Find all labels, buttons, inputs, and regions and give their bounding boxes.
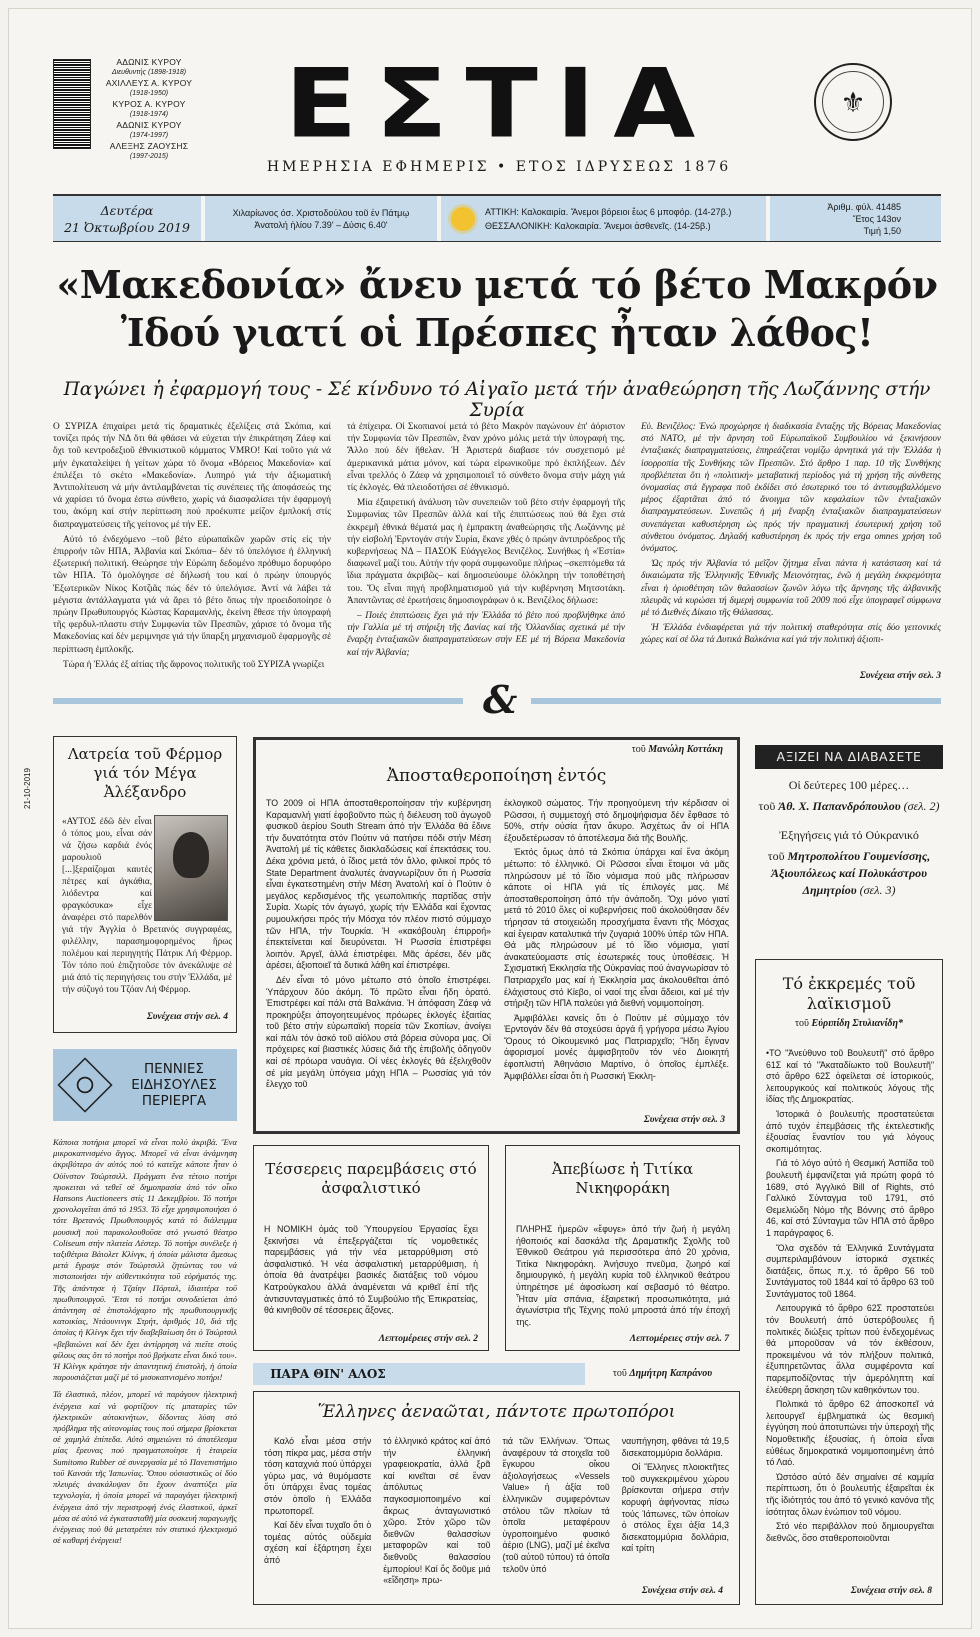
obituary-text: ΠΛΗΡΗΣ ἡμερῶν «ἔφυγε» ἀπό τήν ζωή ἡ μεγάλη ἠθοποιός καί δασκάλα τῆς Δραματικῆς Σχολῆς τοῦ Ἐθνικοῦ Θεάτρου γιά περισσότερα ἀπό 20 χρόνια, Τιτίκα Νικηφοράκη. Ἀνήσυχο πνεῦμα, ζωηρό καί δημιουργικό, ἡ μεγάλη κυρία τοῦ ἑλληνικοῦ θεάτρου ὑπηρέτησε μέ ἀφοσίωση καί σεβασμό τό θέατρο. Ἦταν μία σπάνια, ἐξαιρετική προσωπικότητα, μιά ἀγωνίστρια τῆς Τέχνης πολύ μπροστά ἀπό τήν ἐποχή της. xyxy=(516,1224,730,1327)
paragraph: Τώρα ἡ Ἑλλάς ἐξ αἰτίας τῆς ἄφρονος πολιτικῆς τοῦ ΣΥΡΙΖΑ γνωρίζει xyxy=(63,659,325,670)
newspaper-logo: ΕΣΤΙΑ xyxy=(284,48,714,159)
insurance-continuation[interactable]: Λεπτομέρειες στήν σελ. 2 xyxy=(378,1334,478,1344)
sunrise-sunset: Ἀνατολή ἡλίου 7.39' – Δύσις 6.40' xyxy=(254,219,388,230)
paragraph: Ἡ Ἑλλάδα ἐνδιαφέρεται γιά τήν πολιτική σταθερότητα στίς δύο γειτονικές χώρες καί σέ ὅλα τά Δυτικά Βαλκάνια καί γιά τήν πολιτική ἀξιοπι- xyxy=(641,623,941,646)
newspaper-page xyxy=(8,8,972,1629)
shipowners-title: Ἕλληνες ἀεναῶται, πάντοτε πρωτοπόροι xyxy=(317,1402,676,1422)
pennies-text xyxy=(53,1137,237,1607)
lead-column-1 xyxy=(53,421,331,683)
shipowners-column-4 xyxy=(622,1436,729,1580)
paragraph: ἐκλογικοῦ σώματος. Τήν προηγούμενη τήν κέρδισαν οἱ Ρῶσσοι, ἡ συμμετοχή στό δημοψήφισμα δέν ἔφθασε τό 50%, στήν οὐσία ἦταν ἄκυρο. Ἀσχέτως ἄν οἱ ΗΠΑ ἐξουδετέρωσαν τό ἀποτέλεσμα διά τῆς Βουλῆς. xyxy=(504,798,729,843)
paragraph: Ἐκτός ὅμως ἀπό τά Σκόπια ὑπάρχει καί ἕνα ἀκόμη μέτωπο: τό ἑλληνικό. Οἱ Ρῶσσοι εἶναι ἕτοιμοι νά μᾶς πληρώσουν μέ τό ἴδιο νόμισμα πού μᾶς πλήρωσαν κάποτε οἱ ΗΠΑ γιά τίς ἐπιλογές μας. Μέ ἀποσταθεροποίηση ἀπό τήν ἀνάποδη. Ὄχι μόνο γιατί μετά τό 2010 ὅλες οἱ κυβερνήσεις ποῦ ἀκολούθησαν δέν τήρησαν τά στοιχειώδη προσχήματα ἔναντι τῆς Μόσχας καί ἔγειραν καταλυτικά τήν ζυγαριά 100% ὑπέρ τῶν ΗΠΑ. Θά μᾶς πληρώσουν μέ τό ἴδιο νόμισμα, γιατί ἀνακατεύομαστε στίς ἐσωτερικές τους ὑποθέσεις. Ἡ Σχισματική Ἐκκλησία τῆς Οὐκρανίας πού ἀναγνωρίσαν τό Πατριαρχεῖο μας καί ἡ Ἐκκλησία μας ἀκολουθεῖται ἀπό ἐλάχιστους στό Κίεβο, οἱ ναοί της εἶναι ἄδειοι, καί μέ τήν στήριξη τῶν ΗΠΑ παλεύει γιά διεθνή νομιμοποίηση. xyxy=(504,847,729,1009)
paragraph: Οἱ Ἕλληνες πλοιοκτῆτες τοῦ συγκεκριμένου χώρου βρίσκονται σήμερα στήν κορυφή ἀφήνοντας πίσω τούς Ἰάπωνες, τῶν ὁποίων ὁ στόλος ἔχει ἀξία 14,3 δισεκατομμύρια δολλάρια, καί τρίτη xyxy=(621,1462,729,1554)
ornament-icon xyxy=(57,1057,112,1112)
pennies-banner xyxy=(53,1049,237,1121)
day: Δευτέρα xyxy=(100,202,154,218)
founder-name: ΚΥΡΟΣ Α. ΚΥΡΟΥ xyxy=(112,99,186,109)
populism-box xyxy=(755,959,943,1605)
sun-icon xyxy=(451,207,475,231)
populism-continuation[interactable]: Συνέχεια στήν σελ. 8 xyxy=(850,1586,932,1596)
paragraph: Πολιτικά τό ἄρθρο 62 ἀποσκοπεῖ νά λειτουργεῖ ἐμβληματικά ὡς θεσμική ἐγγύηση πού ἀποτυπώνει τήν ὑπεροχή τῆς Νομοθετικῆς ἐξουσίας, ἡ ὁποία εἶναι εὐθέως δημοκρατικά νομιμοποιημένη ἀπό τό Λαό. xyxy=(766,1399,934,1468)
price: Τιμή 1,50 xyxy=(863,225,901,236)
populism-text xyxy=(766,1048,934,1576)
paragraph: Δέν εἶναι τό μόνο μέτωπο στό ὁποῖο ἐπιστρέφει. Ὑπάρχουν δύο ἀκόμη. Τό πρῶτο εἶναι ἤδη ὁρατό. Ἐπιστρέφει καί πάλι στά Βαλκάνια. Ἡ ἀπόφαση Ζάεφ νά προκηρύξει ἀπογοητευμένος πρόωρες ἐκλογές ἐξαιτίας τοῦ βέτο στήν εὐρωπαϊκή πορεία τῶν Σκοπίων, ἀνοίγει καί πάλι τόν ἀσκό τοῦ αἰόλου στά βόρεια σύνορα μας. Οἱ πρόχειρες καί βιαστικές λύσεις διά τῆς ἐπιβολῆς ὁδηγοῦν καί σέ πρόωρα ναυάγια. Οἱ νέες ἐκλογές θά ἐξελιχθοῦν σέ μία μεγάλη ὑπόγεια μάχη ΗΠΑ – Ρωσσίας γιά τόν ἔλεγχο τοῦ xyxy=(266,974,491,1090)
headline-line2: Ἰδού γιατί οἱ Πρέσπες ἦταν λάθος! xyxy=(120,310,874,355)
decentral-column-1 xyxy=(266,798,491,1128)
seal-icon: ⚜ xyxy=(814,63,892,141)
paragraph: Ὡστόσο αὐτό δέν σημαίνει σέ καμμία περίπτωση, ὅτι ὁ βουλευτής ἐξαιρεῖται ἐκ τῆς ἰδιότητός του ἀπό τό γενικό κανόνα τῆς ἰσότητας ὅλων ἐνώπιον τοῦ νόμου. xyxy=(766,1471,934,1517)
main-headline xyxy=(53,261,941,357)
info-bar xyxy=(53,194,941,242)
issue-cell xyxy=(770,196,941,241)
paragraph: ΤΟ 2009 οἱ ΗΠΑ ἀποσταθεροποίησαν τήν κυβέρνηση Καραμανλή γιατί ἐφοβοῦντο πώς ἡ διέλευση τοῦ ἀγωγοῦ φυσικοῦ ἀερίου South Stream ἀπό τήν Ἑλλάδα θά ἔδινε τήν δυνατότητα στόν Πούτιν νά πατήσει πόδι στήν Μέση Ἀνατολή μέ τίς κάθετες διακλαδώσεις καί ἐπεκτάσεις του. Δέκα χρόνια μετά, ὁ ἴδιος μετά τόν ἄλλο, φιλικοί πρός τό State Department ἀναλυτές ἀναγνωρίζουν ὅτι ἡ Ρωσσία εἶναι ἐγκατεστημένη στήν Μέση Ἀνατολή καί ὁ Πούτιν ὁ μεγάλος κερδισμένος τῆς γεωπολιτικής παρτίδας στήν Συρία. Χωρίς τόν ἀγωγό, χωρίς τήν Ἑλλάδα καί ἔχοντας ρυμουλκήσει πρός τήν Μόσχα τόν πλέον πιστό σύμμαχο τῶν ΗΠΑ, τήν Τουρκία. Ἡ «κακόβουλη ἐπιρροή» ἐπεκτείνεται καί διευρύνεται. Ἡ Ρωσσία ἐπιστρέφει λοιπόν. Ἀργεῖ, ἀλλά ἐπιστρέφει. Μᾶς ἀρέσει, δέν μᾶς ἀρέσει, ἀξιοποιεῖ τά δυτικά λάθη καί ἐπιστρέφει. xyxy=(266,798,491,971)
column-author: τοῦ Δημήτρη Καπράνου xyxy=(585,1363,740,1385)
founder-name: ΑΛΕΞΗΣ ΖΑΟΥΣΗΣ xyxy=(109,141,189,151)
decentral-author: τοῦ Μανώλη Κοττάκη xyxy=(631,744,723,755)
address: Χιλαρίωνος όσ. Χριστοδούλου τοῦ ἐν Πάτμῳ xyxy=(232,207,410,218)
decentral-box xyxy=(253,737,740,1134)
vertical-date: 21-10-2019 xyxy=(23,768,32,809)
fermor-text: «ΑΥΤΟΣ ἐδῶ δέν εἶναι ὁ τόπος μου, εἶναι σάν νά ζήσω καρδιά ἐνός μαρουλιοῦ [...]ξεραίζομαι καυτές πέτρες καί ἀγκάθια, λιόδεντρα καί φραγκόσυκα» εἶχε ἀναφέρει στό παρελθόν γιά τήν Ἀγγλία ὁ Βρετανός συγγραφέας, φιλέλλην, παρασημοφορημένος ἥρως πολέμου καί περιηγητής Πάτρικ Λή Φέρμορ. Τόν τόπο πού ἐπιζητοῦσε τόν ἀνεκάλυψε σέ μιά ἀπό τίς περιηγήσεις του στήν Ἑλλάδα, μέ τήν σύζυγό του Τζόαν Λή Φέρμορ. xyxy=(62,816,232,994)
shipowners-columns xyxy=(264,1436,729,1586)
lead-continuation[interactable]: Συνέχεια στήν σελ. 3 xyxy=(859,671,941,681)
headline-subtitle: Παγώνει ἡ ἐφαρμογή τους - Σέ κίνδυνο τό Αἰγαῖο μετά τήν ἀναθεώρηση τῆς Λωζάννης στήν Συρία xyxy=(63,379,931,421)
decentral-column-2 xyxy=(504,798,729,1116)
paragraph: Ὅλα σχεδόν τά Ἑλληνικά Συντάγματα συμπεριλαμβάνουν ἱστορικά σχετικές διατάξεις, ὅπως π.χ. τό ἄρθρο 56 τοῦ Συντάγματος τοῦ 1844 καί τό ἄρθρο 63 τοῦ Συντάγματος τοῦ 1864. xyxy=(766,1242,934,1299)
paragraph: τά ἐπίχειρα. Οἱ Σκοπιανοί μετά τό βέτο Μακρόν παγώνουν ἐπ' ἀόριστον τήν Συμφωνία τῶν Πρεσπῶν, ἕναν χρόνο μόλις μετά τήν ὑπογραφή της. Ἄλλο πού δέν ἤθελαν. Ἡ Ἀριστερά διαβασε τόν συσχετισμό μέ ἀμερικανικά μάτια μόνον, καί τώρα εἰρωνικοῦμε πρό ἐκπλήξεων. Δέν εἶναι τρελλός ὁ Ζάεφ νά χρησιμοποιεῖ τό σύνθετο ὄνομα στήν μάχη γιά τίς ἐκλογές. Θά πλειοδοτήσει σέ ἐθνικισμό. xyxy=(347,422,625,494)
paragraph: Καί δέν εἶναι τυχαῖο ὅτι ὁ τομέας αὐτός οὐδεμία σχέση καί ἐξάρτηση ἔχει ἀπό xyxy=(264,1520,372,1565)
paragraph: Ὡς πρός τήν Ἀλβανία τό μεῖζον ζήτημα εἶναι πάντα ἡ κατάσταση καί τά δικαιώματα τῆς Ἑλληνικῆς Ἐθνικῆς Μειονότητας, ἐνῶ ἡ μεγάλη ἐκκρεμότητα εἶναι ἡ ὀριοθέτηση τῶν θαλασσίων ζωνῶν λόγω τῆς ἄρνησης τῆς ἀλβανικῆς πλευρᾶς νά κυρώσει τή διμερή συμφωνία τοῦ 2009 πού εἶχε ὑπογραφεῖ σύμφωνα μέ τό Διεθνές Δίκαιο τῆς Θάλασσας. xyxy=(641,559,941,619)
fermor-continuation[interactable]: Συνέχεια στήν σελ. 4 xyxy=(146,1012,228,1022)
worth-item-2-title[interactable]: Ἐξηγήσεις γιά τό Οὐκρανικό xyxy=(779,828,919,842)
shipowners-column-2 xyxy=(383,1436,491,1586)
founder-years: Διευθυντής (1898-1918) xyxy=(111,68,187,76)
pennies-item: Τά ἐλαστικά, πλέον, μπορεῖ νά παράγουν ἠλεκτρική ἐνέργεια καί νά φορτίζουν τίς μπαταρίες τῶν ἠλεκτρικῶν αὐτοκινήτων, δίδοντας λύση στό πρόβλημα τῆς αὐτονομίας τους πού σήμερα βρίσκεται σέ χαμηλά ἐπίπεδα. Αὐτό σημειώνει τό ἀποτέλεσμα μίας ἔρευνας πού πραγματοποίησε ἡ ἑταιρεία Sumitomo Rubber σέ συνεργασία μέ τό Πανεπιστήμιο τοῦ Κανσάι τῆς Ἰαπωνίας. Ὅπου οὐσιαστικῶς οἱ δύο πλευρές ἀνακάλυψαν ὅτι ἔχουν ἀναπτύξει μία τεχνολογία, ἡ ὁποία μπορεῖ νά παραγάγει ἠλεκτρική ἐνέργεια ἀπό τήν περιστροφή ἐνός ἐλαστικοῦ, ἀρκεῖ μέσα σέ αὐτό νά ἐγκατασταθῆ μία συσκευή παραγωγῆς ἐνέργειας πού θά μετατρέπει τόν στατικό ἠλεκτρισμό σέ καθαρή ἐνέργεια! xyxy=(53,1389,237,1546)
ampersand-divider xyxy=(53,677,941,722)
shipowners-column-1 xyxy=(264,1436,371,1580)
paragraph: Λειτουργικά τό ἄρθρο 62Σ προστατεύει τόν Βουλευτή ἀπό ὑστερόβουλες ἤ πολιτικές διώξεις τρίτων πού ἐνδεχομένως θά μποροῦσαν νά τόν ἐκθέσουν, προκειμένου νά τόν πλήξουν πολιτικά, ἐξυπηρετῶντας ἄλλα συμφέροντα καί παρεμποδίζοντας τήν ἀμερόληπτη καί ἐλεύθερη ἄσκηση τῶν καθηκόντων του. xyxy=(766,1303,934,1395)
greek-shipowners-box xyxy=(253,1391,740,1605)
fermor-title: Λατρεία τοῦ Φέρμορ γιά τόν Μέγα Ἀλέξανδρο xyxy=(67,745,223,801)
founder-years: (1997-2015) xyxy=(129,152,169,160)
insurance-title: Τέσσερεις παρεμβάσεις στό ἀσφαλιστικό xyxy=(265,1160,477,1197)
paragraph: Στό νέο περιβάλλον πού δημιουργεῖται διεθνῶς, ὅσο σταθεροποιοῦνται xyxy=(766,1521,934,1543)
pennies-item: Κάποια ποτήρια μπορεῖ νά εἶναι πολύ ἀκριβά. Ἕνα μικροκαπνισμένο ἄγγος. Μπορεῖ νά εἶναι ἀνάμνηση ἀκριβότερο ἀν αὐτός πού τό κατεῖχε κάποτε ἦταν ὁ Οὐίνστον Τσώρτσιλλ. Πράγματι ἕνα τέτοιο ποτήρι προκειται νά τεθεῖ σέ δημοπρασία ἀπό τόν οἶκο Hansons Auctioneers στίς 11 Δεκεμβρίου. Τό ποτήρι χρονολογεῖται ἀπό τό 1953. Τό εἶχε χρησιμοποιήσει ὁ τότε Βρετανός Πρωθυπουργός κατά τό διάλειμμα μουσικῆ πού παρακολουθοῦσε στό γνωστό θέατρο Coliseum στήν πλατεία Λέστερ. Τό ποτήρι συνέλεξε ἡ ταξιθέτρια Βάιολετ Κλίνγκ, ἡ ὁποία μάλιστα ἄμεσως μετά ἔγραψε στόν Τσώρτσιλλ ζητώντας του νά πιστοποιήσει τήν αὐθεντικότητα τοῦ εὐρήματός της. Τῆς ἀπάντησε ἡ Τζαίην Πόρταλ, ἰδιαιτέρα τοῦ πρωθυπουργοῦ. Ἔτσι τό ποτήρι συνοδεύεται ἀπό ἀπάντηση σέ ἐπιστολόχαρτο τῆς πρωθυπουργικῆς κατοικίας, Ντάουνινγκ Στρήτ, ἀριθμός 10, διά τῆς ὁποίας ἡ Κλίνγκ ἔχει τήν διαβεβαίωση ὅτι ὁ Τσώρτσιλ «βεβαιώνει καί δέν ἔχει ἀντίρρηση νά πιεῖτε στούς φίλους σας ὅτι τό ποτήρι πού βρήκατε εἶναι δικό του». Ἡ Κλίνγκ κράτησε τήν ἀπαντητική ἐπιστολή, ἡ ὁποία παρουσιάζεται μαζί μέ τό μισοκαπνισμένο ποτήρι! xyxy=(53,1137,237,1383)
founder-name: ΑΧΙΛΛΕΥΣ Α. ΚΥΡΟΥ xyxy=(105,78,193,88)
date: 21 Ὀκτωβρίου 2019 xyxy=(64,219,190,235)
barcode xyxy=(53,59,91,149)
column-banner xyxy=(253,1363,740,1385)
obituary-title: Ἀπεβίωσε ἡ Τιτίκα Νικηφοράκη xyxy=(551,1160,694,1197)
insurance-text: Η ΝΟΜΙΚΗ ὁμάς τοῦ Ὑπουργείου Ἐργασίας ἔχει ξεκινήσει νά ἐπεξεργάζεται τίς νομοθετικές παρεμβάσεις γιά τήν νέα μεταρρύθμιση στό ἀσφαλιστικό. Ἡ νέα ἀσφαλιστική μεταρρύθμιση, ἡ ὁποία θά ἀνατρέψει βασικές διατάξεις τοῦ νόμου Κατρούγκαλου ἀλλά ἀναμένεται νά κριθεῖ ἐπί τῆς ἀντισυνταγματικές ἀπό τό Συμβούλιο τῆς Ἐπικρατείας, θά κινηθοῦν σέ τέσσερεις ἄξονες. xyxy=(264,1224,478,1316)
paragraph: Καλό εἶναι μέσα στήν τόση πίκρα μας, μέσα στήν τόση καταχνιά πού ὑπάρχει γύρω μας, νά θυμόμαστε ὅτι ὑπάρχει ἕνας τομέας στόν ὁποῖο ἡ Ἑλλάδα πρωτοπορεῖ. xyxy=(264,1436,372,1516)
worth-reading-list xyxy=(755,771,943,899)
fermor-box xyxy=(53,736,237,1033)
issue-year: Ἔτος 143ον xyxy=(852,213,901,224)
decentral-continuation[interactable]: Συνέχεια στήν σελ. 3 xyxy=(643,1115,725,1125)
worth-item-2-author: τοῦ Μητροπολίτου Γουμενίσσης, Ἀξιουπόλεως καί Πολυκάστρου Δημητρίου (σελ. 3) xyxy=(767,849,931,897)
paragraph: ναυπήγηση, φθάνει τά 19,5 δισεκατομμύρια δολλάρια. xyxy=(621,1436,729,1458)
founders-list xyxy=(99,57,199,162)
paragraph: Γιά τό λόγο αὐτό ἡ Θεσμική Ἀσπίδα τοῦ βουλευτῆ ἐμφανίζεται γιά πρώτη φορά τό 1689, στό Ἀγγλικό Bill of Rights, στό Γαλλικό Σύνταγμα τοῦ 1791, στό Θεμελιώδη Νόμο τῆς Βόννης στό ἄρθρο 46, καί στό Σύνταγμα τῶν ΗΠΑ στό ἄρθρο 1 παράγραφος 6. xyxy=(766,1158,934,1238)
date-cell xyxy=(53,196,201,241)
sun-cell xyxy=(205,196,437,241)
obituary-continuation[interactable]: Λεπτομέρειες στήν σελ. 7 xyxy=(629,1334,729,1344)
founder-years: (1974-1997) xyxy=(129,131,169,139)
paragraph: Μία ἐξαιρετική ἀνάλυση τῶν συνεπειῶν τοῦ βέτο στήν ἐφαρμογή τῆς Συμφωνίας τῶν Πρεσπῶν ἀλλά καί τῆς ἐπιπτώσεως πού θά ἔχει στά ἐκκρεμῆ ἐθνικά θέματά μας ἡ ἐμπρακτη ἀναθεώρησις τῆς Λωζάννης μέ τήν εἰσβολή Ἐρντογάν στήν Συρία, ἔκανε χθές ὁ πρώην ἀντιπρόεδρος τῆς κυβερνήσεως ΝΔ – ΠΑΣΟΚ Εὐάγγελος Βενιζέλος. Συνήθως ἡ «Ἑστία» διαφωνεῖ μαζί του. Αὐτήν τήν φορά συμφωνοῦμε πλήρως –σκεπτόμεθα τά ἴδια πράγματα ἀκριβῶς– καί δημοσιεύουμε ὁλόκληρη τήν τοποθέτησή του. Ὅς εἶναι πηγή προβληματισμοῦ γιά τήν κυβέρνηση Μητσοτάκη. Ἀπαντῶντας σέ ἐρωτήσεις δημοσιογράφων ὁ κ. Βενιζέλος δήλωσε: xyxy=(347,498,625,606)
decentral-title: Ἀποσταθεροποίηση ἐντός xyxy=(386,766,607,786)
founder-name: ΑΔΩΝΙΣ ΚΥΡΟΥ xyxy=(116,57,182,67)
paragraph: τιά τῶν Ἑλλήνων. Ὅπως ἀναφέρουν τά στοιχεῖα τοῦ ἔγκυρου οἴκου ἀξιολογήσεως «Vessels Value» ἡ ἀξία τοῦ ἑλληνικῶν συμφερόντων στόλου τῶν πλοίων τά ὁποῖα μεταφέρουν ὑγροποιημένο φυσικό ἀέριο (LNG), μαζί μέ ἐκεῖνα (τοῦ αὐτοῦ τύπου) τά ὁποῖα τελοῦν ὑπό xyxy=(502,1436,610,1574)
obituary-box xyxy=(505,1145,740,1351)
founder-years: (1918-1974) xyxy=(129,110,169,118)
founder-name: ΑΔΩΝΙΣ ΚΥΡΟΥ xyxy=(116,120,182,130)
paragraph: Ἀμφιβάλλει κανείς ὅτι ὁ Πούτιν μέ σύμμαχο τόν Ἐρντογάν δέν θά στοχεύσει ἀργά ἤ γρήγορα μέσω Ἁγίου Ὄρους τό Οἰκουμενικό μας Πατριαρχεῖο; Ἤδη ἔγιναν ἀφορισμοί μονές ἀμφισβητοῦν τόν νέο Διοικητή ἐφοπλιστή Ἀθηνάσιο Μαρτίνο, ὁ ὁποῖος ἐμπλέξε. Ἀμφιβάλλει εἴσαι ὅτι ἡ Ρωσσική Ἐκκλη- xyxy=(504,1012,729,1081)
paragraph: Ο ΣΥΡΙΖΑ ἐπιχαίρει μετά τίς δραματικές ἐξελίξεις στά Σκόπια, καί τονίζει πρός τήν ΝΔ ὅτι θά φθάσει νά εὐχεται τήν ἐπικράτηση Ζάεφ καί ὄχι τοῦ κεντροδεξιοῦ ἐθνικιστικοῦ κόμματος VMRO! Καί τοῦτο γιά νά μήν ἐγκαταλείψει ἡ γείτων χώρα τό ὄνομα «Βόρειος Μακεδονία» καί ἐπιλέξει τό σκέτο «Μακεδονία». Λυπηρό γιά τήν ἀξιωματική Ἀντιπολίτευση νά μήν ἀντιλαμβάνεται τίς συνέπειες τῆς ἀποφάσεώς της νά χαρίσει τό ὄνομα ἐστω σύνθετο, χωρίς νά διασφαλίσει τήν ἐφαρμογή του, ἀκόμη καί στήν περίπτωση πού προέκυπτε μείζον ἐμπλοκή στίς διαπραγματεύσεις τῆς γείτονος μέ τήν ΕΕ. xyxy=(53,422,331,530)
lead-column-2 xyxy=(347,421,625,683)
insurance-box xyxy=(253,1145,489,1351)
shipowners-column-3 xyxy=(503,1436,610,1580)
populism-title: Τό ἐκκρεμές τοῦ λαϊκισμοῦ xyxy=(782,974,916,1013)
weather-cell xyxy=(441,196,766,241)
masthead-subtitle: ΗΜΕΡΗΣΙΑ ΕΦΗΜΕΡΙΣ • ΕΤΟΣ ΙΔΡΥΣΕΩΣ 1876 xyxy=(266,159,732,175)
headline-line1: «Μακεδονία» ἄνευ μετά τό βέτο Μακρόν xyxy=(56,262,938,307)
weather-attica: ΑΤΤΙΚΗ: Καλοκαιρία. Ἄνεμοι βόρειοι ἕως 6 μποφόρ. (14-27β.) xyxy=(485,206,732,217)
worth-reading-header: ΑΞΙΖΕΙ ΝΑ ΔΙΑΒΑΣΕΤΕ xyxy=(755,745,943,769)
worth-item-1-author: τοῦ Ἀθ. Χ. Παπανδρόπουλου (σελ. 2) xyxy=(758,799,940,813)
issue-number: Ἀριθμ. φύλ. 41485 xyxy=(827,201,901,212)
paragraph: •ΤΟ "Ἀνεύθυνο τοῦ Βουλευτῆ" στό ἄρθρο 61Σ καί τό "Ἀκαταδίωκτο τοῦ Βουλευτῆ" στό ἄρθρο 62Σ ὀφείλεται σέ ἱστορικούς, λειτουργικούς καί πολιτικούς λόγους τῆς ἰδίας τῆς Δημοκρατίας. xyxy=(766,1048,934,1105)
paragraph: Ἱστορικά ὁ βουλευτής προστατεύεται ἀπό τυχόν ἐπεμβάσεις τῆς ἐκτελεστικῆς ἐξουσίας ἔναντίον του γιά λόγους σκοπιμότητας. xyxy=(766,1108,934,1154)
paragraph: Εὐ. Βενιζέλος: Ἐνώ προχώρησε ἡ διαδικασία ἔνταξης τῆς Βόρειας Μακεδονίας στό ΝΑΤΟ, μέ τήν ἄρνηση τοῦ Εὐρωπαϊκοῦ Συμβουλίου νά ξεκινήσουν ἐνταξιακές διαπραγματεύσεις, ἐπηρεάζεται νομίζω ἀρνητικά γιά τήν Ἑλλάδα ἡ ἰσορροπία τῆς Συνθήκης τῶν Πρεσπῶν. Στό ἄρθρο 1 παρ. 10 τῆς Συνθήκης προβλέπεται ὅτι ἡ «πολιτική» μεταβατική περίοδος γιά τή χρήση τῆς σύνθετης ὀνομασίας στά ἔγγραφα ποῦ ἐκδίδει στό ἐσωτερικό του τό ἀντισυμβαλλόμενο μέρος ἐξαρτᾶται ἀπό τό ἄνοιγμα τῶν κεφαλαίων τῶν ἐνταξιακῶν διαπραγματεύσεων. Συνεπῶς ἡ μή ἔναρξη ἐνταξιακῶν διαπραγματεύσεων συνεπάγεται καθυστέρηση ὡς πρός τήν πραγματική ἐσωτερική χρήση τοῦ σύνθετου ὀνόματος. Δηλαδή καθυστέρηση ἐκ πρός τήν erga omnes χρήση τοῦ ὀνόματος. xyxy=(641,422,941,555)
founder-years: (1918-1950) xyxy=(129,89,169,97)
column-label: ΠΑΡΑ ΘΙΝ' ΑΛΟΣ xyxy=(270,1367,386,1381)
paragraph: – Ποιές ἐπιπτώσεις ἔχει γιά τήν Ἑλλάδα τό βέτο πού προβλήθηκε ἀπό τήν Γαλλία μέ τή στήριξη τῆς Δανίας καί τῆς Ὀλλανδίας σχετικά μέ τήν ἔναρξη ἐνταξιακῶν διαπραγματεύσεων στήν ΕΕ μέ τή Βόρεια Μακεδονία καί τήν Ἀλβανία; xyxy=(347,611,625,658)
paragraph: τό ἑλληνικό κράτος καί ἀπό τήν ἑλληνική γραφειοκρατία, ἀλλά ξρᾶ καί κινεῖται σέ ἕναν ἀπόλυτως παγκοσμιοποιημένο καί ἄκρως ἀνταγωνιστικό χῶρο. Στόν χῶρο τῶν διεθνῶν θαλασσίων μεταφορῶν καί τοῦ διεθνοῦς θαλασσίου ἐμπορίου! Καί ὅς δοῦμε μιά «εἴδηση» πρω- xyxy=(383,1436,491,1586)
lead-column-3 xyxy=(641,421,941,671)
ampersand: & xyxy=(483,677,518,722)
populism-author: τοῦ Εὐριπίδη Στυλιανίδη* xyxy=(795,1018,903,1029)
paragraph: Αὐτό τό ἐνδεχόμενο –τοῦ βέτο εὐρωπαϊκῶν χωρῶν στίς είς τήν ἐπιρροήν τῶν ΗΠΑ, Ἀλβανία καί Σκόπια– δέν τό ὑπελόγισε ἡ ἑλληνική ἐξωτερική πολιτική. Θεώρησε τήν Εὐρώπη δεδομένο πρόθυμο δορυφόρο τῶν ΗΠΑ. Τό ὁμολόγησε σέ δήλωσή του καί ὁ πρώην ὑπουργός Ἐξωτερικῶν Νίκος Κοτζιᾶς πώς δέν τό ὑπελόγισε. Ἀντί νά λάβει τά μέγιστα ἀντάλλαγματα γιά νά ἄρει τό βέτο ὅπως τήν προειδοποίησε ὁ πρώην Πρωθυπουργός Κώστας Καραμανλής, ἐκείνη ἔθεσε τήν ὑπογραφή τῆς φερδυλ-πλαστυ στήν Συμφωνία τῶν Πρεσπῶν, χάρισε τό ὄνομα τῆς Μακεδονίας καί δέν μεριμνησε γιά τήν ὕπαρξη μηχανισμοῦ ἐφαρμογῆς σέ περίπτωση ἐμπλοκῆς. xyxy=(53,534,331,655)
worth-item-1-title[interactable]: Οἱ δεύτερες 100 μέρες… xyxy=(788,778,910,792)
weather-thessaloniki: ΘΕΣΣΑΛΟΝΙΚΗ: Καλοκαιρία. Ἄνεμοι ἀσθενεῖς. (14-25β.) xyxy=(485,220,711,231)
shipowners-continuation[interactable]: Συνέχεια στήν σελ. 4 xyxy=(641,1586,723,1596)
pennies-title: ΠΕΝΝΙΕΣ ΕΙΔΗΣΟΥΛΕΣ ΠΕΡΙΕΡΓΑ xyxy=(131,1061,217,1109)
